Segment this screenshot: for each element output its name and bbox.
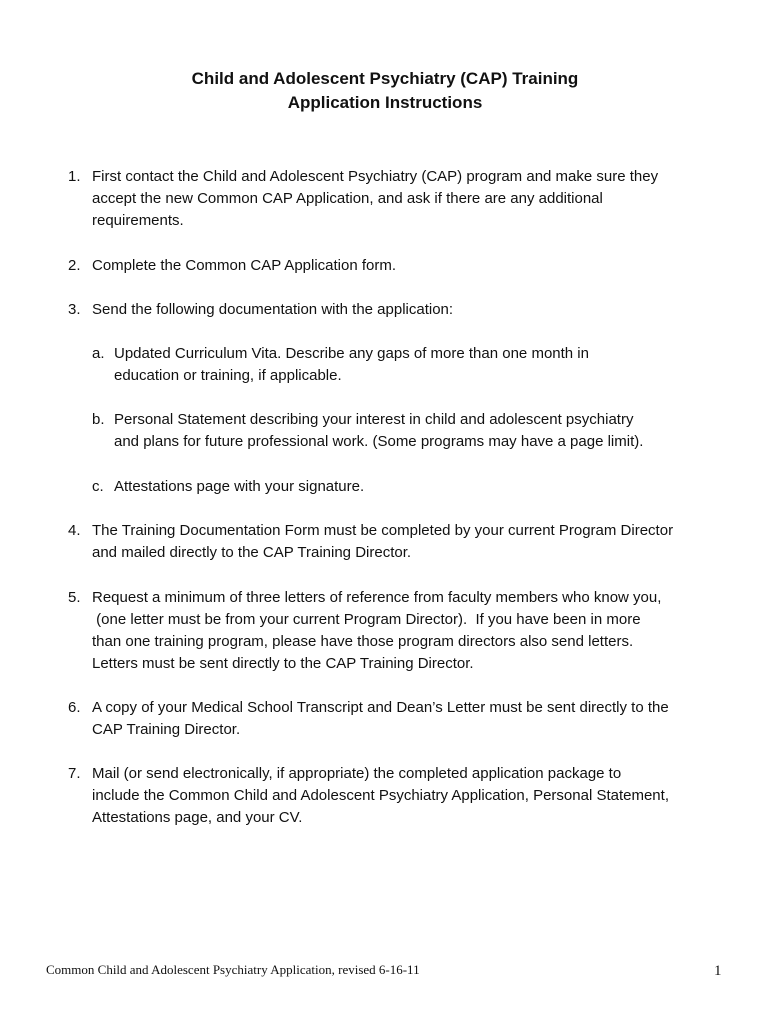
list-item-text (92, 166, 742, 232)
sub-item-text (114, 476, 734, 498)
list-item-line: than one training program, please have those program directors also send letters. (92, 633, 634, 650)
sub-item-line: education or training, if applicable. (114, 367, 342, 384)
sub-item-line: Personal Statement describing your interest in child and adolescent psychiatry (114, 411, 634, 428)
list-item-number: 7. (68, 765, 81, 782)
list-item-line: A copy of your Medical School Transcript and Dean’s Letter must be sent directly to the (92, 699, 669, 716)
list-item-text (92, 763, 742, 829)
list-item-line: The Training Documentation Form must be completed by your current Program Director (92, 522, 674, 539)
sub-item-letter: b. (92, 411, 105, 428)
sub-item-letter: a. (92, 345, 105, 362)
list-item-line: include the Common Child and Adolescent Psychiatry Application, Personal Statement, (92, 787, 669, 804)
list-item-number: 5. (68, 589, 81, 606)
list-item-number: 6. (68, 699, 81, 716)
page-title-line-2: Application Instructions (287, 93, 483, 112)
list-item-line: Send the following documentation with the application: (92, 301, 454, 318)
sub-item-letter: c. (92, 478, 104, 495)
list-item-number: 1. (68, 168, 81, 185)
list-item-line: First contact the Child and Adolescent Psychiatry (CAP) program and make sure they (92, 168, 659, 185)
list-item-text (92, 697, 742, 741)
list-item-line: CAP Training Director. (92, 721, 241, 738)
list-item-line: Complete the Common CAP Application form. (92, 257, 397, 274)
list-item-line: (one letter must be from your current Program Director). If you have been in more (92, 611, 641, 628)
page-title-line-1: Child and Adolescent Psychiatry (CAP) Training (191, 69, 579, 88)
list-item-line: Attestations page, and your CV. (92, 809, 303, 826)
footer-note: Common Child and Adolescent Psychiatry Application, revised 6-16-11 (46, 962, 420, 977)
sub-item-text (114, 343, 734, 387)
sub-item-text (114, 409, 734, 453)
list-item-line: accept the new Common CAP Application, and ask if there are any additional (92, 190, 603, 207)
list-item-text (92, 255, 742, 277)
sub-item-line: Attestations page with your signature. (114, 478, 365, 495)
list-item-number: 4. (68, 522, 81, 539)
list-item-line: Request a minimum of three letters of reference from faculty members who know you, (92, 589, 662, 606)
sub-item-line: and plans for future professional work. (Some programs may have a page limit). (114, 433, 644, 450)
list-item-text (92, 520, 742, 564)
list-item-text (92, 587, 742, 675)
page-number: 1 (714, 963, 722, 979)
list-item-line: Mail (or send electronically, if appropriate) the completed application package to (92, 765, 622, 782)
list-item-number: 3. (68, 301, 81, 318)
list-item-line: Letters must be sent directly to the CAP Training Director. (92, 655, 474, 672)
list-item-line: and mailed directly to the CAP Training Director. (92, 544, 412, 561)
list-item-number: 2. (68, 257, 81, 274)
list-item-line: requirements. (92, 212, 184, 229)
sub-item-line: Updated Curriculum Vita. Describe any gaps of more than one month in (114, 345, 589, 362)
list-item-text (92, 299, 742, 321)
